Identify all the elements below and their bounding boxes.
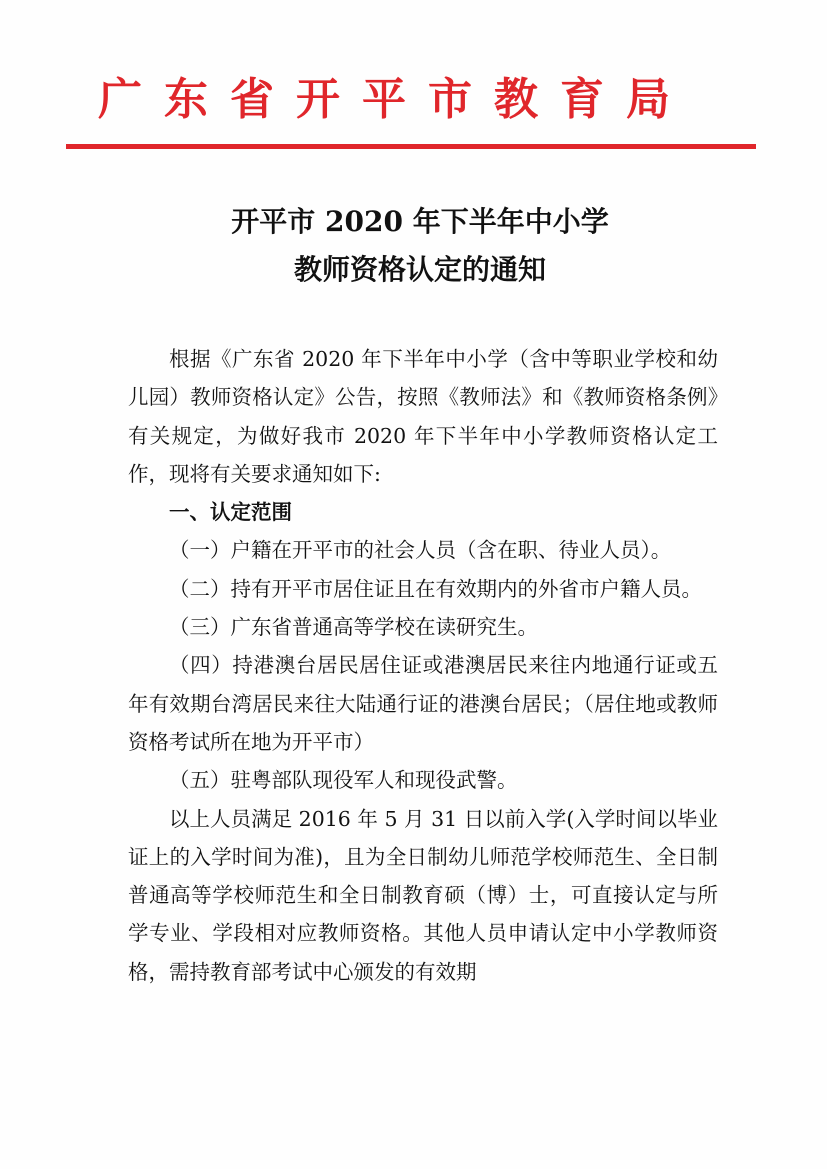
document-title-line-1: 开平市 2020 年下半年中小学 [231, 205, 609, 238]
closing-paragraph: 以上人员满足 2016 年 5 月 31 日以前入学(入学时间以毕业证上的入学时间为准)，且为全日制幼儿师范学校师范生、全日制普通高等学校师范生和全日制教育硕（博）士，可直接认定与所学专业、学段相对应教师资格。其他人员申请认定中小学教师资格，需持教育部考试中心颁发的有效期 [128, 806, 718, 984]
issuing-authority-letterhead: 广东省开平市教育局 [98, 74, 692, 125]
document-title [120, 198, 720, 294]
letterhead-red-rule [66, 144, 756, 149]
intro-paragraph: 根据《广东省 2020 年下半年中小学（含中等职业学校和幼儿园）教师资格认定》公告，按照《教师法》和《教师资格条例》有关规定，为做好我市 2020 年下半年中小学教师资格认定工作，现将有关要求通知如下: [128, 347, 718, 486]
scope-item-1: （一）户籍在开平市的社会人员（含在职、待业人员）。 [169, 538, 672, 563]
document-body [128, 340, 718, 991]
scope-item-3: （三）广东省普通高等学校在读研究生。 [169, 615, 538, 640]
scope-item-2: （二）持有开平市居住证且在有效期内的外省市户籍人员。 [169, 576, 702, 601]
document-title-line-2: 教师资格认定的通知 [293, 253, 546, 286]
scope-item-4: （四）持港澳台居民居住证或港澳居民来往内地通行证或五年有效期台湾居民来往大陆通行证的港澳台居民；（居住地或教师资格考试所在地为开平市） [128, 653, 718, 754]
section-heading-scope: 一、认定范围 [169, 500, 292, 525]
scope-item-5: （五）驻粤部队现役军人和现役武警。 [169, 768, 518, 793]
